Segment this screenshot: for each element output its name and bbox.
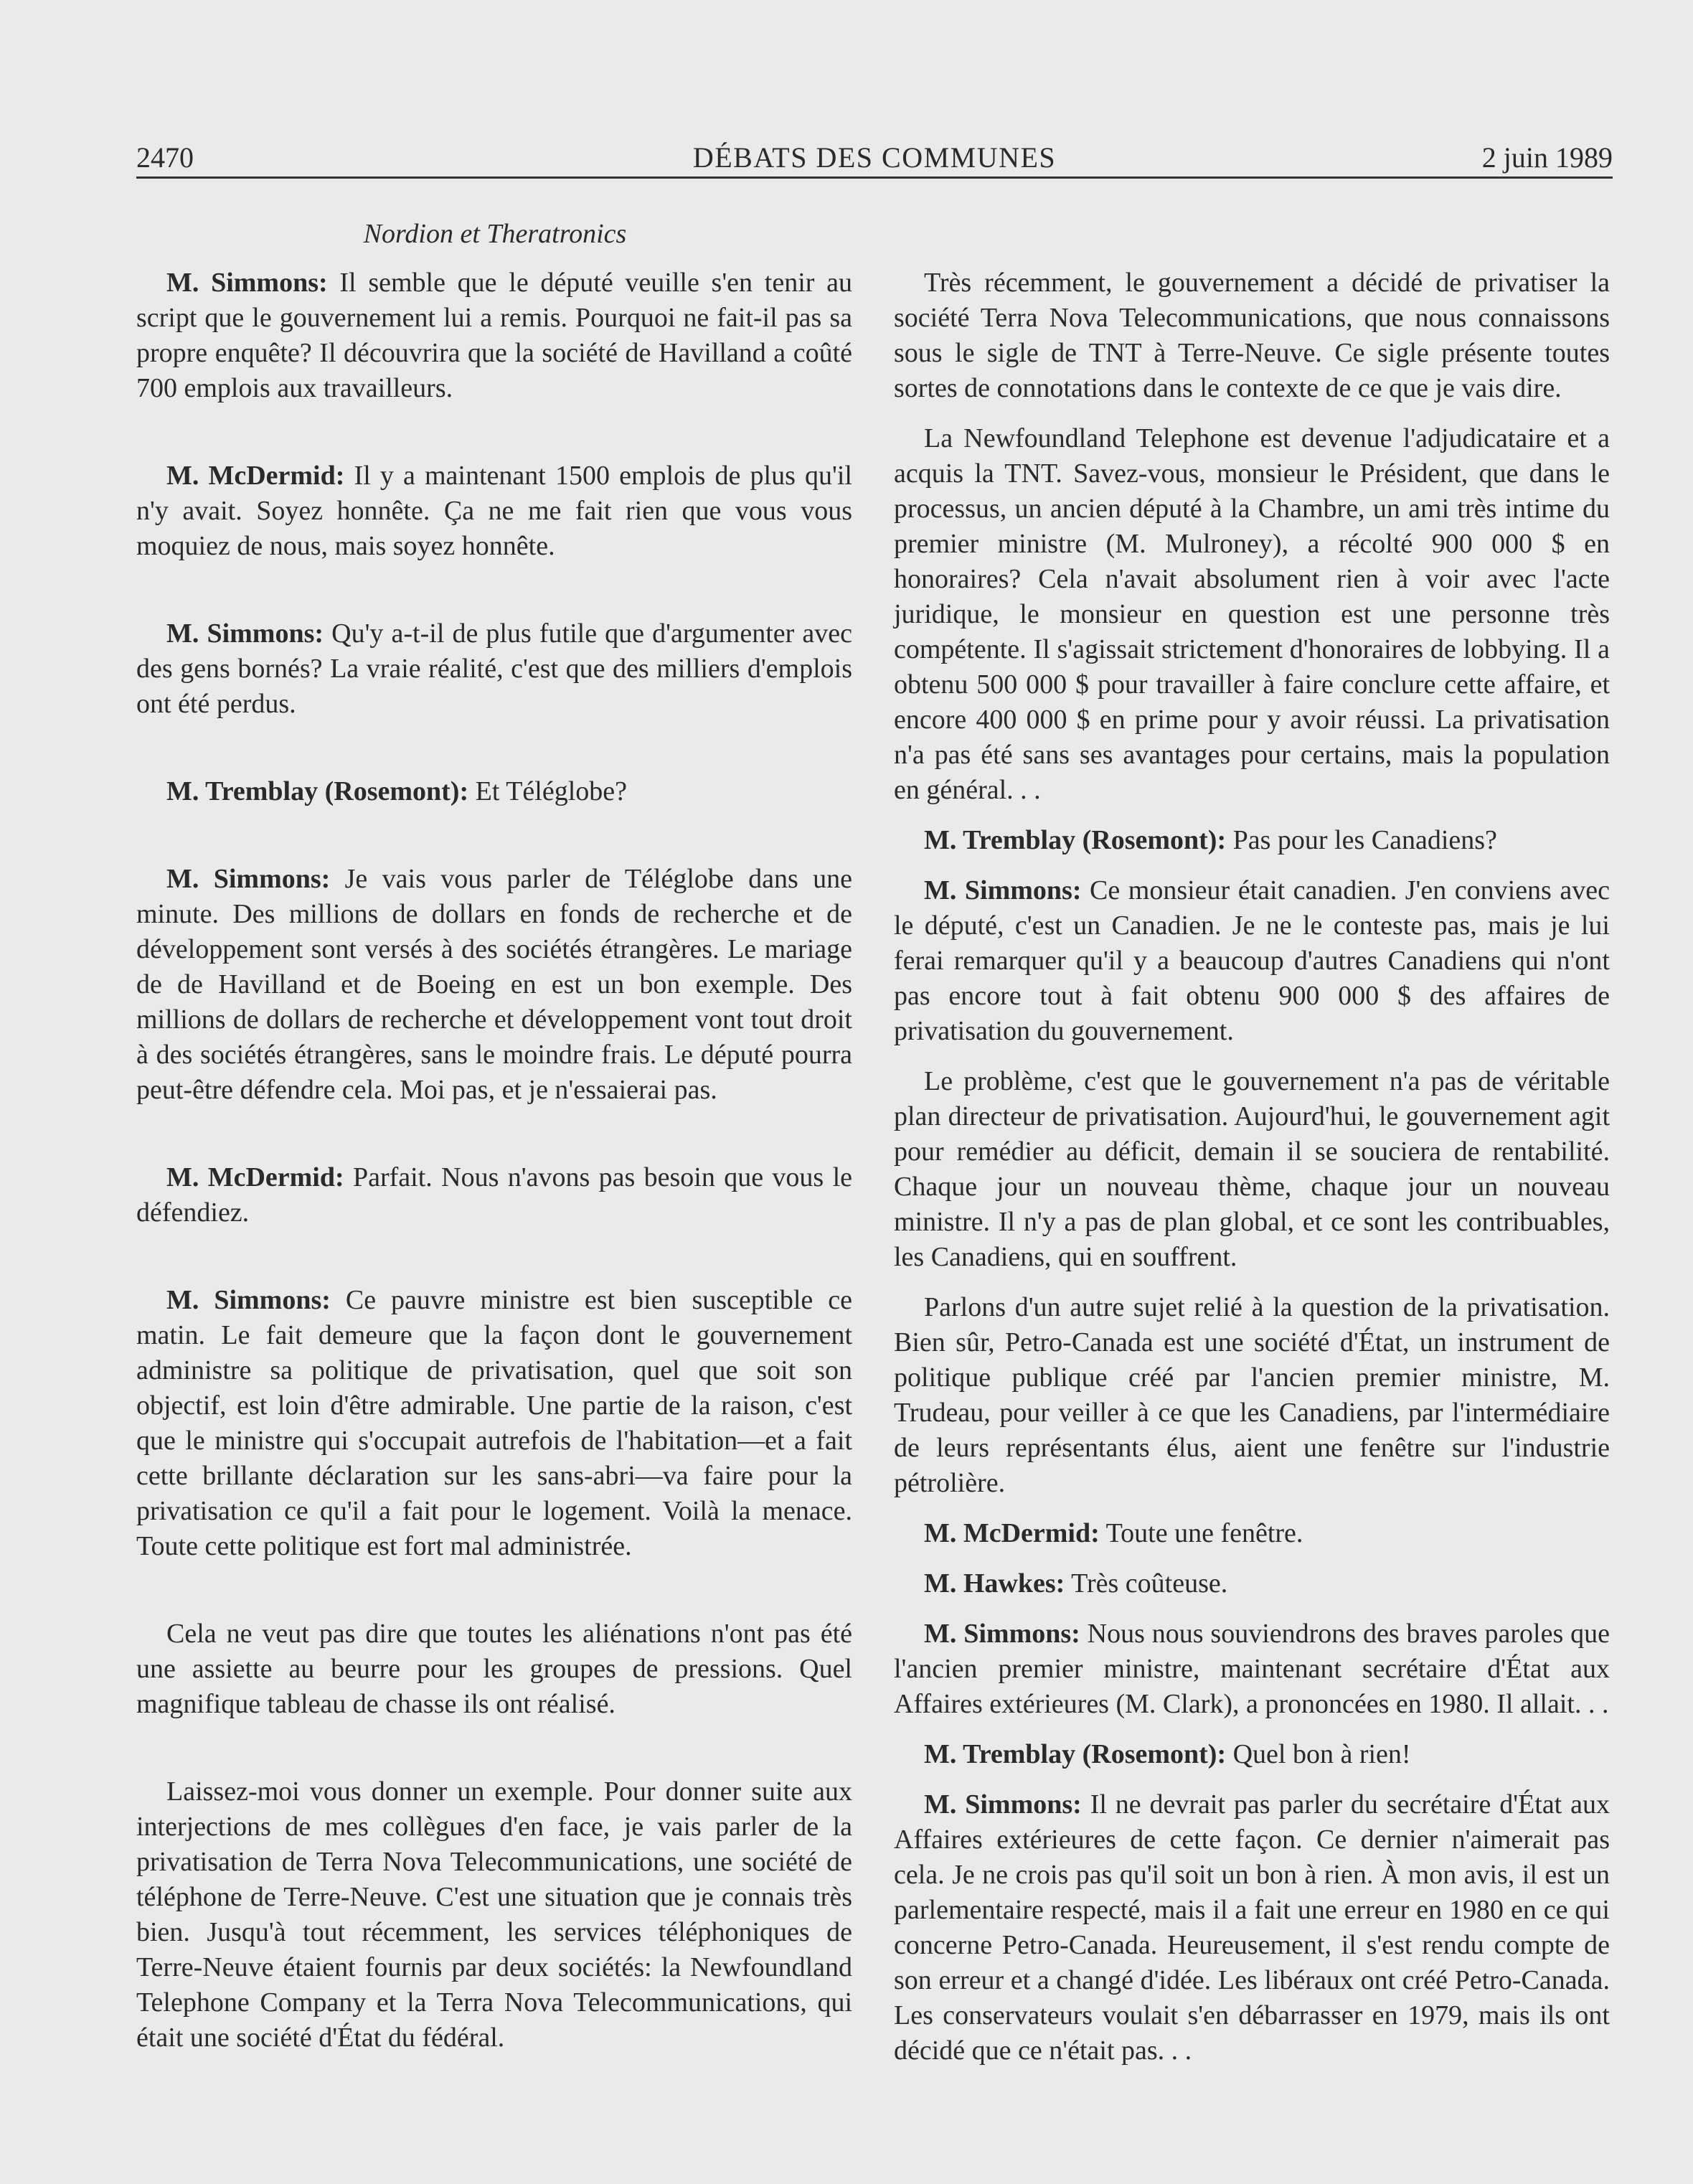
paragraph bbox=[136, 616, 852, 722]
speech-text: Pas pour les Canadiens? bbox=[1226, 825, 1497, 855]
paragraph bbox=[894, 1566, 1610, 1601]
paragraph bbox=[136, 774, 852, 809]
speech-text: Le problème, c'est que le gouvernement n'a pas de véritable plan directeur de privatisation. Aujourd'hui, le gouvernement agit pour remédier au déficit, demain il se souciera de rentabilité. Chaque jour un nouveau thème, chaque jour un nouveau ministre. Il n'y a pas de plan global, et ce sont les contribuables, les Canadiens, qui en souffrent. bbox=[894, 1066, 1610, 1272]
paragraph bbox=[894, 873, 1610, 1049]
speech-text: Très récemment, le gouvernement a décidé de privatiser la société Terra Nova Telecommunications, que nous connaissons sous le sigle de TNT à Terre-Neuve. Ce sigle présente toutes sortes de connotations dans le contexte de ce que je vais dire. bbox=[894, 268, 1610, 403]
paragraph bbox=[894, 265, 1610, 406]
speech-text: Ce pauvre ministre est bien susceptible ce matin. Le fait demeure que la façon dont le gouvernement administre sa politique de privatisation, quel que soit son objectif, est loin d'être admirable. Une partie de la raison, c'est que le ministre qui s'occupait autrefois de l'habitation—et a fait cette brillante déclaration sur les sans-abri—va faire pour la privatisation ce qu'il a fait pour le logement. Voilà la menace. Toute cette politique est fort mal administrée. bbox=[136, 1285, 852, 1561]
speech-text: La Newfoundland Telephone est devenue l'adjudicataire et a acquis la TNT. Savez-vous, monsieur le Président, que dans le processus, un ancien député à la Chambre, un ami très intime du premier ministre (M. Mulroney), a récolté 900 000 $ en honoraires? Cela n'avait absolument rien à voir avec l'acte juridique, le monsieur en question est une personne très compétente. Il s'agissait strictement d'honoraires de lobbying. Il a obtenu 500 000 $ pour travailler à faire conclure cette affaire, et encore 400 000 $ en prime pour y avoir réussi. La privatisation n'a pas été sans ses avantages pour certains, mais la population en général. . . bbox=[894, 423, 1610, 805]
speaker-name: M. Simmons: bbox=[166, 864, 331, 894]
speaker-name: M. McDermid: bbox=[166, 461, 345, 491]
right-column bbox=[894, 265, 1610, 2084]
section-subheading: Nordion et Theratronics bbox=[363, 219, 627, 249]
speech-text: Très coûteuse. bbox=[1065, 1568, 1228, 1599]
paragraph bbox=[894, 421, 1610, 808]
page-header bbox=[136, 141, 1613, 179]
speaker-name: M. Tremblay (Rosemont): bbox=[924, 825, 1227, 855]
paragraph bbox=[894, 1516, 1610, 1551]
speech-text: Qu'y a-t-il de plus futile que d'argumenter avec des gens bornés? La vraie réalité, c'est que des milliers d'emplois ont été perdus. bbox=[136, 618, 852, 719]
speaker-name: M. McDermid: bbox=[924, 1518, 1100, 1548]
paragraph bbox=[894, 1787, 1610, 2068]
paragraph bbox=[894, 1616, 1610, 1722]
speaker-name: M. McDermid: bbox=[166, 1162, 344, 1192]
running-title: DÉBATS DES COMMUNES bbox=[692, 141, 1057, 174]
speech-text: Je vais vous parler de Téléglobe dans une minute. Des millions de dollars en fonds de recherche et de développement sont versés à des sociétés étrangères. Le mariage de de Havilland et de Boeing en est un bon exemple. Des millions de dollars de recherche et développement vont tout droit à des sociétés étrangères, sans le moindre frais. Le député pourra peut-être défendre cela. Moi pas, et je n'essaierai pas. bbox=[136, 864, 852, 1105]
speech-text: Quel bon à rien! bbox=[1226, 1739, 1411, 1769]
speaker-name: M. Simmons: bbox=[166, 618, 324, 649]
paragraph bbox=[136, 458, 852, 564]
speech-text: Cela ne veut pas dire que toutes les aliénations n'ont pas été une assiette au beurre pour les groupes de pressions. Quel magnifique tableau de chasse ils ont réalisé. bbox=[136, 1619, 852, 1719]
speech-text: Il y a maintenant 1500 emplois de plus qu'il n'y avait. Soyez honnête. Ça ne me fait rien que vous vous moquiez de nous, mais soyez honnête. bbox=[136, 461, 852, 561]
paragraph bbox=[136, 1616, 852, 1722]
speaker-name: M. Hawkes: bbox=[924, 1568, 1065, 1599]
speaker-name: M. Simmons: bbox=[166, 1285, 331, 1315]
paragraph bbox=[894, 1290, 1610, 1501]
speech-text: Il ne devrait pas parler du secrétaire d'État aux Affaires extérieures de cette façon. Ce dernier n'aimerait pas cela. Je ne crois pas qu'il soit un bon à rien. À mon avis, il est un parlementaire respecté, mais il a fait une erreur en 1980 en ce qui concerne Petro-Canada. Heureusement, il s'est rendu compte de son erreur et a changé d'idée. Les libéraux ont créé Petro-Canada. Les conservateurs voulait s'en débarrasser en 1979, mais ils ont décidé que ce n'était pas. . . bbox=[894, 1789, 1610, 2066]
paragraph bbox=[136, 1160, 852, 1230]
speech-text: Ce monsieur était canadien. J'en conviens avec le député, c'est un Canadien. Je ne le conteste pas, mais je lui ferai remarquer qu'il y a beaucoup d'autres Canadiens qui n'ont pas encore tout à fait obtenu 900 000 $ des affaires de privatisation du gouvernement. bbox=[894, 875, 1610, 1046]
speaker-name: M. Tremblay (Rosemont): bbox=[924, 1739, 1227, 1769]
speech-text: Toute une fenêtre. bbox=[1099, 1518, 1303, 1548]
paragraph bbox=[136, 862, 852, 1108]
speaker-name: M. Simmons: bbox=[924, 1789, 1082, 1820]
paragraph bbox=[136, 265, 852, 406]
speaker-name: M. Simmons: bbox=[924, 1619, 1080, 1649]
paragraph bbox=[894, 1737, 1610, 1772]
page-date: 2 juin 1989 bbox=[1481, 141, 1613, 174]
paragraph bbox=[894, 1064, 1610, 1275]
paragraph bbox=[136, 1283, 852, 1564]
left-column bbox=[136, 265, 852, 2108]
speaker-name: M. Simmons: bbox=[924, 875, 1082, 905]
speech-text: Et Téléglobe? bbox=[468, 776, 627, 806]
speech-text: Nous nous souviendrons des braves paroles que l'ancien premier ministre, maintenant secrétaire d'État aux Affaires extérieures (M. Clark), a prononcées en 1980. Il allait. . . bbox=[894, 1619, 1610, 1719]
paragraph bbox=[894, 823, 1610, 858]
speaker-name: M. Simmons: bbox=[166, 268, 328, 298]
speech-text: Il semble que le député veuille s'en tenir au script que le gouvernement lui a remis. Pourquoi ne fait-il pas sa propre enquête? Il découvrira que la société de Havilland a coûté 700 emplois aux travailleurs. bbox=[136, 268, 852, 403]
speech-text: Parlons d'un autre sujet relié à la question de la privatisation. Bien sûr, Petro-Canada est une société d'État, un instrument de politique publique créé par l'ancien premier ministre, M. Trudeau, pour veiller à ce que les Canadiens, par l'intermédiaire de leurs représentants élus, aient une fenêtre sur l'industrie pétrolière. bbox=[894, 1292, 1610, 1498]
speech-text: Parfait. Nous n'avons pas besoin que vous le défendiez. bbox=[136, 1162, 852, 1228]
page-number: 2470 bbox=[136, 141, 194, 174]
speaker-name: M. Tremblay (Rosemont): bbox=[166, 776, 469, 806]
speech-text: Laissez-moi vous donner un exemple. Pour donner suite aux interjections de mes collègues d'en face, je vais parler de la privatisation de Terra Nova Telecommunications, une société de téléphone de Terre-Neuve. C'est une situation que je connais très bien. Jusqu'à tout récemment, les services téléphoniques de Terre-Neuve étaient fournis par deux sociétés: la Newfoundland Telephone Company et la Terra Nova Telecommunications, qui était une société d'État du fédéral. bbox=[136, 1776, 852, 2053]
paragraph bbox=[136, 1774, 852, 2056]
